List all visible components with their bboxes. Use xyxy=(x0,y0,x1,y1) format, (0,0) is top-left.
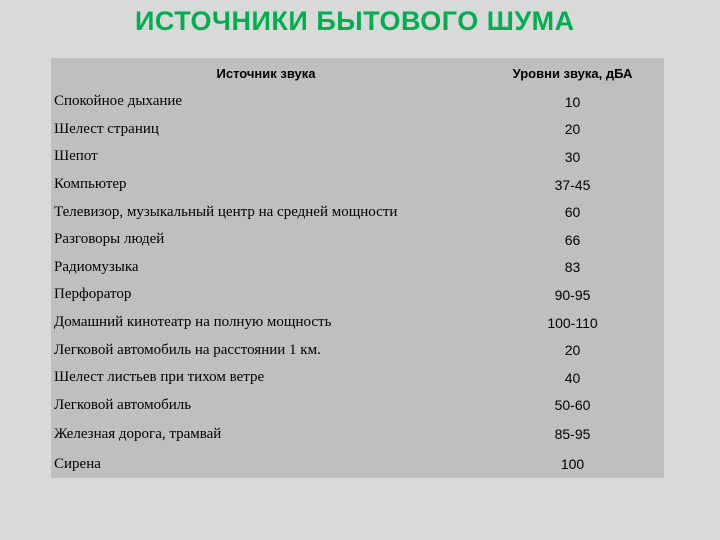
table-row xyxy=(51,281,664,309)
level-cell: 66 xyxy=(564,231,581,248)
level-cell: 20 xyxy=(564,121,581,138)
level-cell: 100-110 xyxy=(547,314,598,331)
source-cell: Шелест страниц xyxy=(54,120,159,137)
source-cell: Сирена xyxy=(54,455,101,472)
source-cell: Телевизор, музыкальный центр на средней мощности xyxy=(54,203,398,220)
source-cell: Легковой автомобиль xyxy=(54,396,192,413)
table-row xyxy=(51,364,664,392)
level-cell: 10 xyxy=(564,93,581,110)
level-cell: 50-60 xyxy=(554,397,591,414)
table-row xyxy=(51,143,664,171)
level-cell: 83 xyxy=(564,259,581,276)
source-cell: Шепот xyxy=(54,148,98,165)
level-cell: 37-45 xyxy=(554,176,591,193)
level-cell: 85-95 xyxy=(554,426,591,443)
level-cell: 60 xyxy=(564,204,581,221)
table-row xyxy=(51,171,664,199)
source-cell: Компьютер xyxy=(54,176,127,193)
level-cell: 40 xyxy=(564,369,581,386)
slide-title: ИСТОЧНИКИ БЫТОВОГО ШУМА xyxy=(135,6,575,36)
table-row xyxy=(51,392,664,420)
level-cell: 20 xyxy=(564,342,581,359)
source-cell: Легковой автомобиль на расстоянии 1 км. xyxy=(54,341,321,358)
header-level: Уровни звука, дБА xyxy=(512,65,633,81)
source-cell: Шелест листьев при тихом ветре xyxy=(54,369,265,386)
noise-sources-table xyxy=(51,58,664,479)
source-cell: Радиомузыка xyxy=(54,258,139,275)
source-cell: Перфоратор xyxy=(54,286,132,303)
table-row xyxy=(51,309,664,337)
table-row xyxy=(51,419,664,449)
level-cell: 30 xyxy=(564,148,581,165)
table-row xyxy=(51,116,664,144)
source-cell: Железная дорога, трамвай xyxy=(54,425,222,442)
table-row xyxy=(51,254,664,282)
table-row xyxy=(51,336,664,364)
noise-sources-table-container xyxy=(51,58,664,478)
source-cell: Домашний кинотеатр на полную мощность xyxy=(54,314,332,331)
level-cell: 90-95 xyxy=(554,286,591,303)
table-row xyxy=(51,88,664,116)
source-cell: Разговоры людей xyxy=(54,231,165,248)
table-row xyxy=(51,226,664,254)
table-row xyxy=(51,449,664,479)
level-cell: 100 xyxy=(560,456,585,473)
table-header-row xyxy=(51,58,664,88)
header-source: Источник звука xyxy=(216,65,316,81)
source-cell: Спокойное дыхание xyxy=(54,93,183,110)
table-row xyxy=(51,198,664,226)
